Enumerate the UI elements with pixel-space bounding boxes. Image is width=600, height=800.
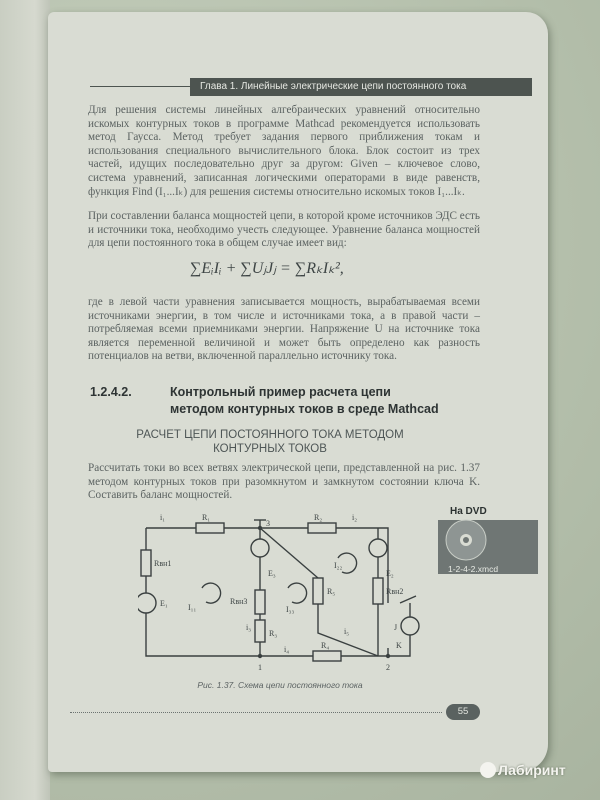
paragraph-gauss-method: Для решения системы линейных алгебраических уравнений относительно искомых контурных токов в программе Mathcad рекомендуется использовать метод Гаусса. Метод требует задания первого приближения токам и использования специального вычислительного блока. Блок состоит из трех частей, идущих последовательно друг за другом: Given – ключевое слово, система уравнений, записанная логическими операторами в виде равенств, функция Find (I₁...Iₖ) для решения системы относительно искомых токов I₁...Iₖ. [88,104,480,198]
label-i1: i₁ [160,513,166,522]
section-title-line2: методом контурных токов в среде Mathcad [170,402,439,416]
label-node2: 2 [386,663,390,672]
label-i3: i₃ [246,623,252,632]
figure-caption: Рис. 1.37. Схема цепи постоянного тока [197,680,363,690]
label-Rvn1: Rвн1 [154,559,172,568]
label-R4: R₄ [321,641,330,650]
label-R5: R₅ [327,587,336,596]
left-page-edge [0,0,50,800]
watermark-icon [480,762,496,778]
paragraph-explanation: где в левой части уравнения записывается мощность, вырабатываемая всеми источниками энергии, в том числе и источниками тока, а в правой части – потребляемая всеми приемниками энергии. Напряжение U на источнике тока является переменной величиной и может быть определено как разность потенциалов на ветви, включенной параллельно источнику тока. [88,296,480,363]
header-rule [90,86,190,87]
dvd-filename: 1-2-4-2.xmcd [448,564,499,574]
section-number: 1.2.4.2. [90,385,132,399]
label-node1: 1 [258,663,262,672]
label-E1: E₁ [160,599,168,608]
mathcad-title: РАСЧЕТ ЦЕПИ ПОСТОЯННОГО ТОКА МЕТОДОМ КОНТУРНЫХ ТОКОВ [136,429,404,455]
label-i2: i₂ [352,513,358,522]
label-i4: i₄ [284,645,290,654]
label-R2: R₂ [314,513,323,522]
section-title-line1: Контрольный пример расчета цепи [170,385,391,399]
watermark-logo [480,762,566,778]
paragraph-task: Рассчитать токи во всех ветвях электрической цепи, представленной на рис. 1.37 методом контурных токов при разомкнутом и замкнутом состоянии ключа K. Составить баланс мощностей. [88,462,480,502]
circuit-diagram [138,508,428,678]
label-E2: E₂ [386,569,394,578]
footer-dotted-line [70,712,442,713]
label-Rvn3: Rвн3 [230,597,248,606]
label-E3: E₃ [268,569,276,578]
label-node3: 3 [266,519,270,528]
label-K: K [396,641,402,650]
label-J: J [394,623,398,632]
label-Rvn2: Rвн2 [386,587,404,596]
paragraph-power-balance: При составлении баланса мощностей цепи, в которой кроме источников ЭДС есть и источники тока, необходимо учесть следующее. Уравнение баланса мощностей для цепи постоянного тока в общем случае имеет вид: [88,210,480,250]
chapter-header: Глава 1. Линейные электрические цепи постоянного тока [190,78,532,96]
watermark-text: Лабиринт [498,762,566,778]
label-R1: R₁ [202,513,211,522]
label-i5: i₅ [344,627,350,636]
dvd-label: На DVD [450,506,487,517]
label-I22: I₂₂ [334,561,343,570]
section-heading [90,384,470,418]
dvd-disc-icon [444,518,488,562]
label-I11: I₁₁ [188,603,197,612]
power-balance-formula: ∑EᵢIᵢ + ∑UⱼJⱼ = ∑RₖIₖ², [190,260,344,277]
label-I33: I₃₃ [286,605,295,614]
label-R3: R₃ [269,629,278,638]
page-number: 55 [446,704,480,720]
